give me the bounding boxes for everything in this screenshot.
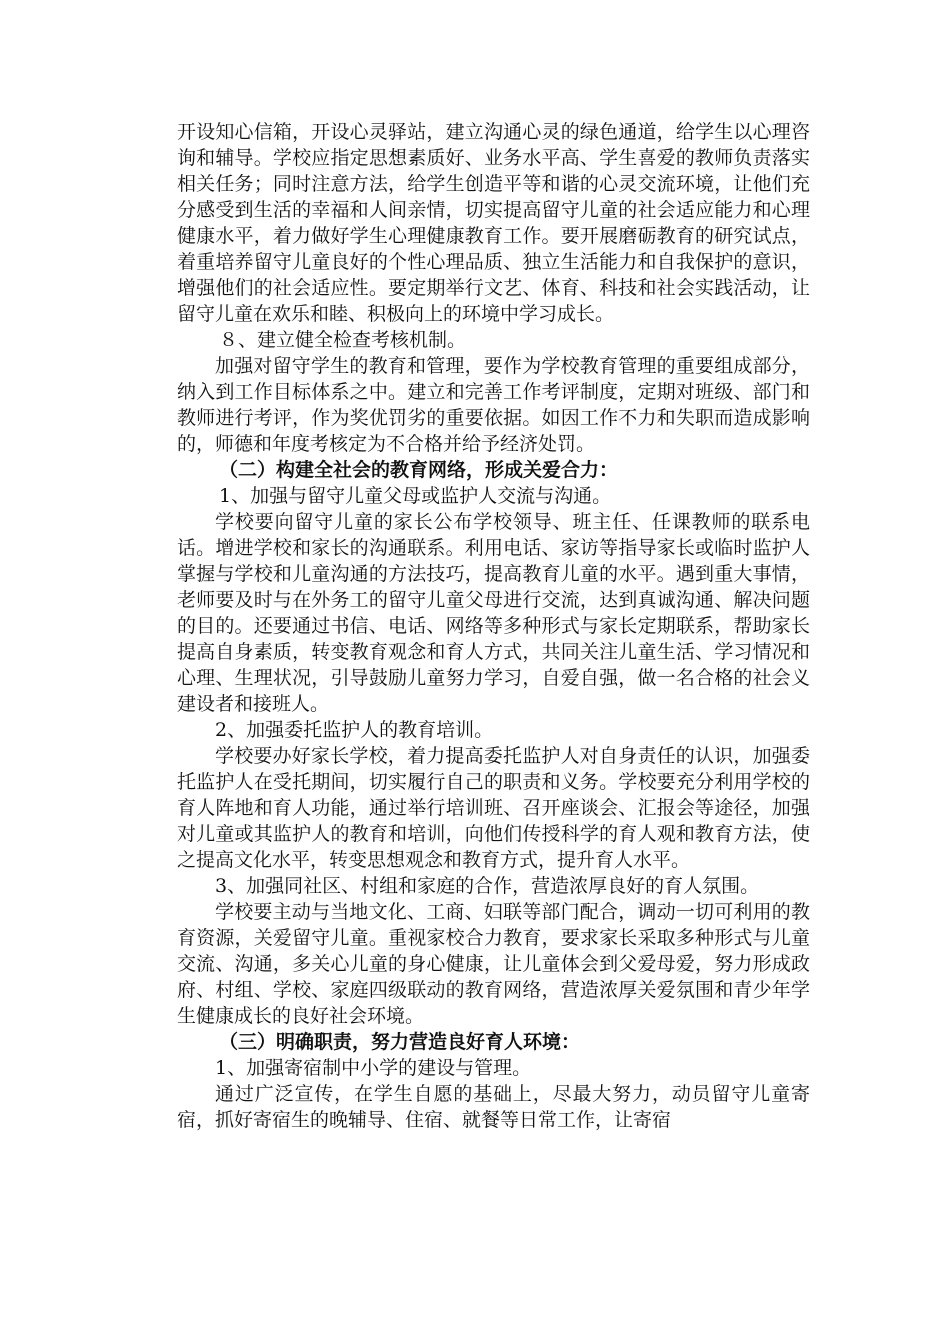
item-8-heading: ８、建立健全检查考核机制。: [219, 329, 467, 351]
paragraph-community-cooperation: 学校要主动与当地文化、工商、妇联等部门配合，调动一切可利用的教育资源，关爱留守儿童。重视家校合力教育，要求家长采取多种形式与儿童交流、沟通，多关心儿童的身心健康，让儿童体会到父爱母爱，努力形成政府、村组、学校、家庭四级联动的教育网络，营造浓厚关爱氛围和青少年学生健康成长的良好社会环境。: [177, 901, 810, 1027]
paragraph-mental-health: 开设知心信箱，开设心灵驿站，建立沟通心灵的绿色通道，给学生以心理咨询和辅导。学校应指定思想素质好、业务水平高、学生喜爱的教师负责落实相关任务；同时注意方法，给学生创造平等和谐的心灵交流环境，让他们充分感受到生活的幸福和人间亲情，切实提高留守儿童的社会适应能力和心理健康水平，着力做好学生心理健康教育工作。要开展磨砺教育的研究试点，着重培养留守儿童良好的个性心理品质、独立生活能力和自我保护的意识，增强他们的社会适应性。要定期举行文艺、体育、科技和社会实践活动，让留守儿童在欢乐和睦、积极向上的环境中学习成长。: [177, 121, 810, 325]
item-3-1-heading: 1、加强寄宿制中小学的建设与管理。: [215, 1057, 532, 1079]
item-2-1-heading: 1、加强与留守儿童父母或监护人交流与沟通。: [219, 485, 612, 507]
section-heading-3: （三）明确职责，努力营造良好育人环境：: [219, 1031, 581, 1053]
paragraph-assessment: 加强对留守学生的教育和管理，要作为学校教育管理的重要组成部分，纳入到工作目标体系之中。建立和完善工作考评制度，定期对班级、部门和教师进行考评，作为奖优罚劣的重要依据。如因工作不力和失职而造成影响的，师德和年度考核定为不合格并给予经济处罚。: [177, 355, 810, 455]
item-2-3-heading: 3、加强同社区、村组和家庭的合作，营造浓厚良好的育人氛围。: [215, 875, 760, 897]
section-heading-2: （二）构建全社会的教育网络，形成关爱合力：: [219, 459, 619, 481]
paragraph-parent-communication: 学校要向留守儿童的家长公布学校领导、班主任、任课教师的联系电话。增进学校和家长的沟通联系。利用电话、家访等指导家长或临时监护人掌握与学校和儿童沟通的方法技巧，提高教育儿童的水平。遇到重大事情，老师要及时与在外务工的留守儿童父母进行交流，达到真诚沟通、解决问题的目的。还要通过书信、电话、网络等多种形式与家长定期联系，帮助家长提高自身素质，转变教育观念和育人方式，共同关注儿童生活、学习情况和心理、生理状况，引导鼓励儿童努力学习，自爱自强，做一名合格的社会义建设者和接班人。: [177, 511, 810, 715]
document-body: [177, 119, 810, 1133]
paragraph-guardian-training: 学校要办好家长学校，着力提高委托监护人对自身责任的认识，加强委托监护人在受托期间，切实履行自己的职责和义务。学校要充分利用学校的育人阵地和育人功能，通过举行培训班、召开座谈会、汇报会等途径，加强对儿童或其监护人的教育和培训，向他们传授科学的育人观和教育方法，使之提高文化水平，转变思想观念和教育方式，提升育人水平。: [177, 745, 810, 871]
item-2-2-heading: 2、加强委托监护人的教育培训。: [215, 719, 494, 741]
paragraph-boarding-school: 通过广泛宣传，在学生自愿的基础上，尽最大努力，动员留守儿童寄宿，抓好寄宿生的晚辅导、住宿、就餐等日常工作，让寄宿: [177, 1083, 810, 1131]
